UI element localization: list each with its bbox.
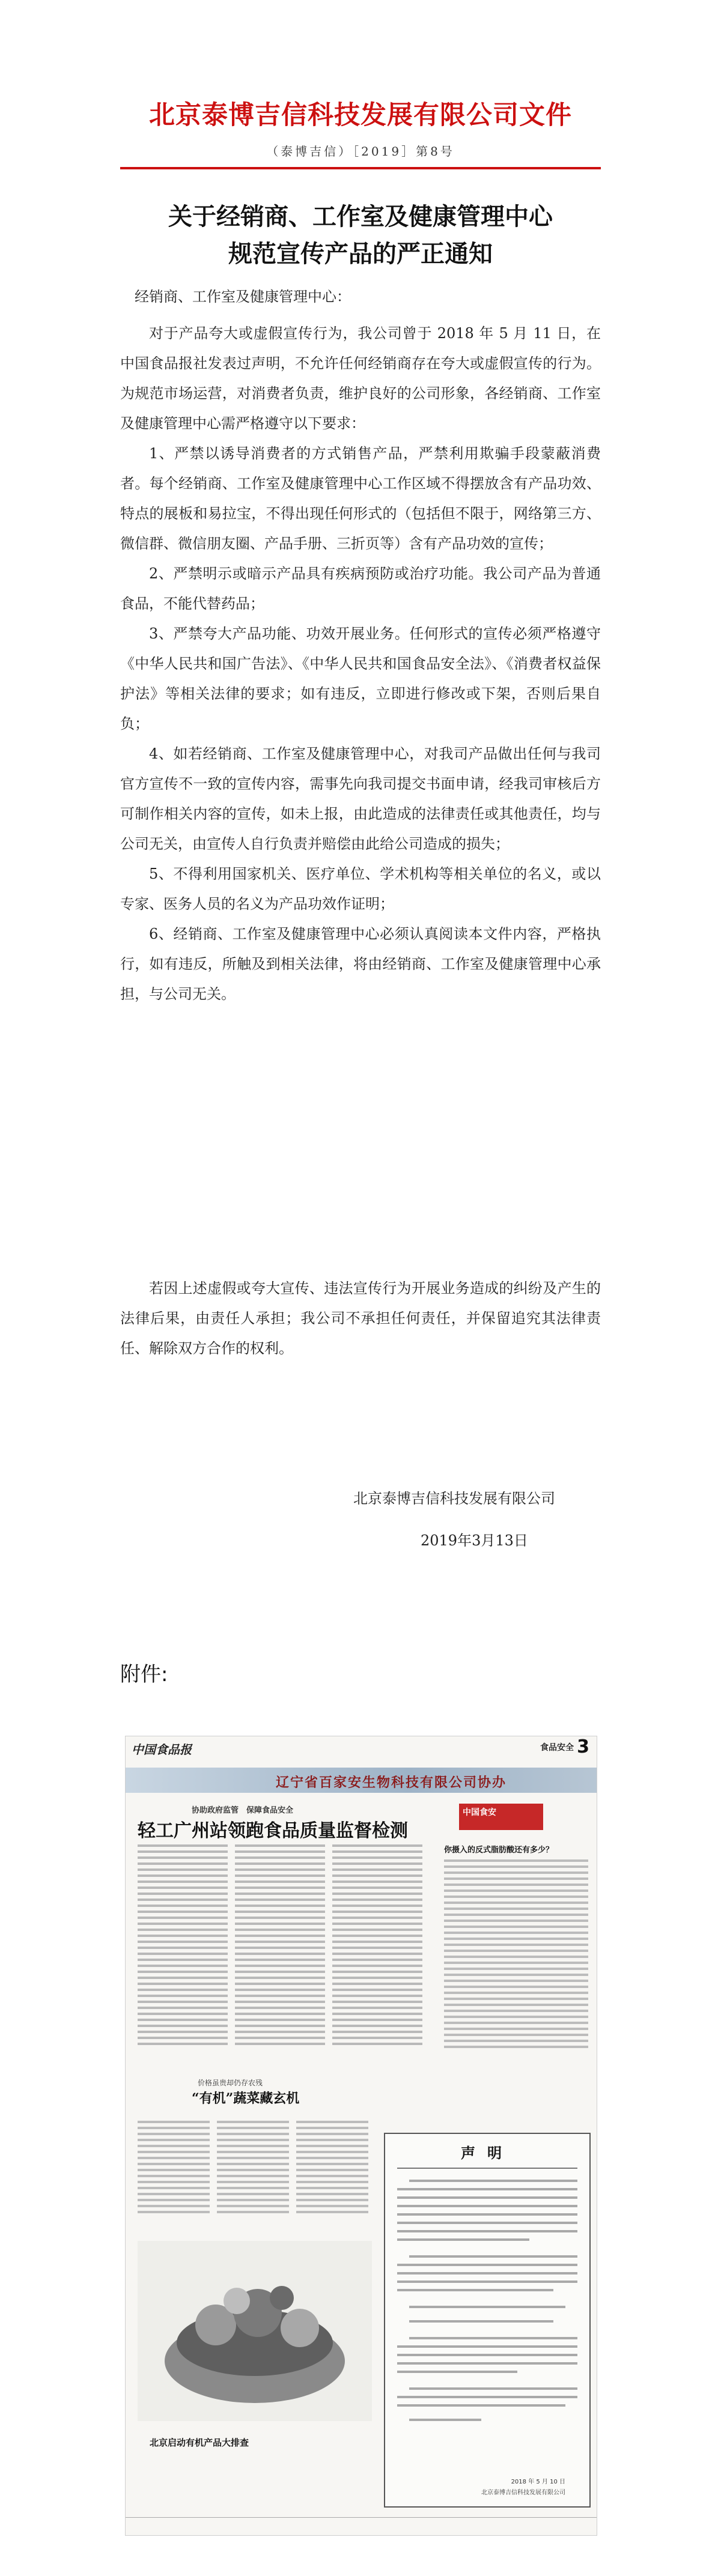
- statement-divider: [397, 2168, 577, 2169]
- newspaper-masthead: 中国食品报: [132, 1742, 192, 1757]
- article2-subtitle: 价格虽贵却仍存农残: [198, 2079, 263, 2087]
- vegetable-basket-image: [138, 2241, 372, 2421]
- paragraph-rule-5: 5、不得利用国家机关、医疗单位、学术机构等相关单位的名义，或以专家、医务人员的名义为产品功效作证明；: [120, 865, 601, 912]
- closing-paragraph: 若因上述虚假或夸大宣传、违法宣传行为开展业务造成的纠纷及产生的法律后果，由责任人承担；我公司不承担任何责任，并保留追究其法律责任、解除双方合作的权利。: [120, 1280, 601, 1357]
- paragraph-rule-4: 4、如若经销商、工作室及健康管理中心，对我司产品做出任何与我司官方宣传不一致的宣传内容，需事先向我司提交书面申请，经我司审核后方可制作相关内容的宣传，如未上报，由此造成的法律责任或其他责任，均与公司无关，由宣传人自行负责并赔偿由此给公司造成的损失；: [120, 745, 601, 852]
- article1-title: 轻工广州站领跑食品质量监督检测: [138, 1820, 408, 1841]
- newspaper-page-number: 3: [577, 1736, 589, 1757]
- closing-block: [120, 1273, 601, 1363]
- statement-title: 声明: [461, 2145, 514, 2162]
- notice-title-line-1: 关于经销商、工作室及健康管理中心: [168, 202, 553, 231]
- newspaper-clipping: [125, 1736, 597, 2536]
- statement-date: 2018 年 5 月 10 日: [511, 2479, 565, 2485]
- statement-company: 北京泰博吉信科技发展有限公司: [481, 2490, 565, 2496]
- notice-title: [0, 198, 721, 273]
- paragraph-rule-1: 1、严禁以诱导消费者的方式销售产品，严禁利用欺骗手段蒙蔽消费者。每个经销商、工作室及健康管理中心工作区域不得摆放含有产品功效、特点的展板和易拉宝，不得出现任何形式的（包括但不限于，网络第三方、微信群、微信朋友圈、产品手册、三折页等）含有产品功效的宣传；: [120, 445, 601, 552]
- notice-body: [120, 318, 601, 1009]
- red-divider-line: [120, 167, 601, 169]
- article2-text-columns: [138, 2121, 372, 2229]
- newspaper-footer: [126, 2517, 597, 2536]
- organic-inspection-headline: 北京启动有机产品大排查: [150, 2437, 249, 2448]
- paragraph-intro: 对于产品夸大或虚假宣传行为，我公司曾于 2018 年 5 月 11 日，在中国食品报社发表过声明，不允许任何经销商存在夸大或虚假宣传的行为。为规范市场运营，对消费者负责，维护良好的公司形象，各经销商、工作室及健康管理中心需严格遵守以下要求：: [120, 325, 601, 432]
- notice-title-line-2: 规范宣传产品的严正通知: [228, 240, 493, 268]
- signature-company: 北京泰博吉信科技发展有限公司: [353, 1490, 555, 1507]
- paragraph-rule-6: 6、经销商、工作室及健康管理中心必须认真阅读本文件内容，严格执行，如有违反，所触及到相关法律，将由经销商、工作室及健康管理中心承担，与公司无关。: [120, 926, 601, 1002]
- trans-fat-headline: 你摄入的反式脂肪酸还有多少？: [444, 1846, 554, 1855]
- article1-text-columns: [138, 1844, 426, 2067]
- attachment-label: 附件:: [120, 1662, 168, 1687]
- right-column-text: [444, 1859, 588, 2058]
- signature-date: 2019年3月13日: [421, 1532, 528, 1549]
- statement-body-text: [397, 2180, 577, 2462]
- salutation: 经销商、工作室及健康管理中心：: [135, 288, 351, 305]
- statement-box: [384, 2133, 591, 2508]
- paragraph-rule-3: 3、严禁夸大产品功能、功效开展业务。任何形式的宣传必须严格遵守《中华人民共和国广告法》、《中华人民共和国食品安全法》、《消费者权益保护法》等相关法律的要求；如有违反，立即进行修改或下架，否则后果自负；: [120, 625, 601, 732]
- paragraph-rule-2: 2、严禁明示或暗示产品具有疾病预防或治疗功能。我公司产品为普通食品，不能代替药品；: [120, 565, 601, 612]
- article2-title: “有机”蔬菜藏玄机: [192, 2091, 300, 2106]
- article1-subtitle: 协助政府监管 保障食品安全: [192, 1806, 294, 1815]
- china-food-label: 中国食安: [459, 1804, 543, 1830]
- newspaper-section: 食品安全: [540, 1743, 574, 1753]
- company-document-title: 北京泰博吉信科技发展有限公司文件: [149, 100, 572, 130]
- document-number: （泰博吉信）［2019］第8号: [266, 144, 455, 159]
- newspaper-banner: 辽宁省百家安生物科技有限公司协办: [276, 1775, 507, 1790]
